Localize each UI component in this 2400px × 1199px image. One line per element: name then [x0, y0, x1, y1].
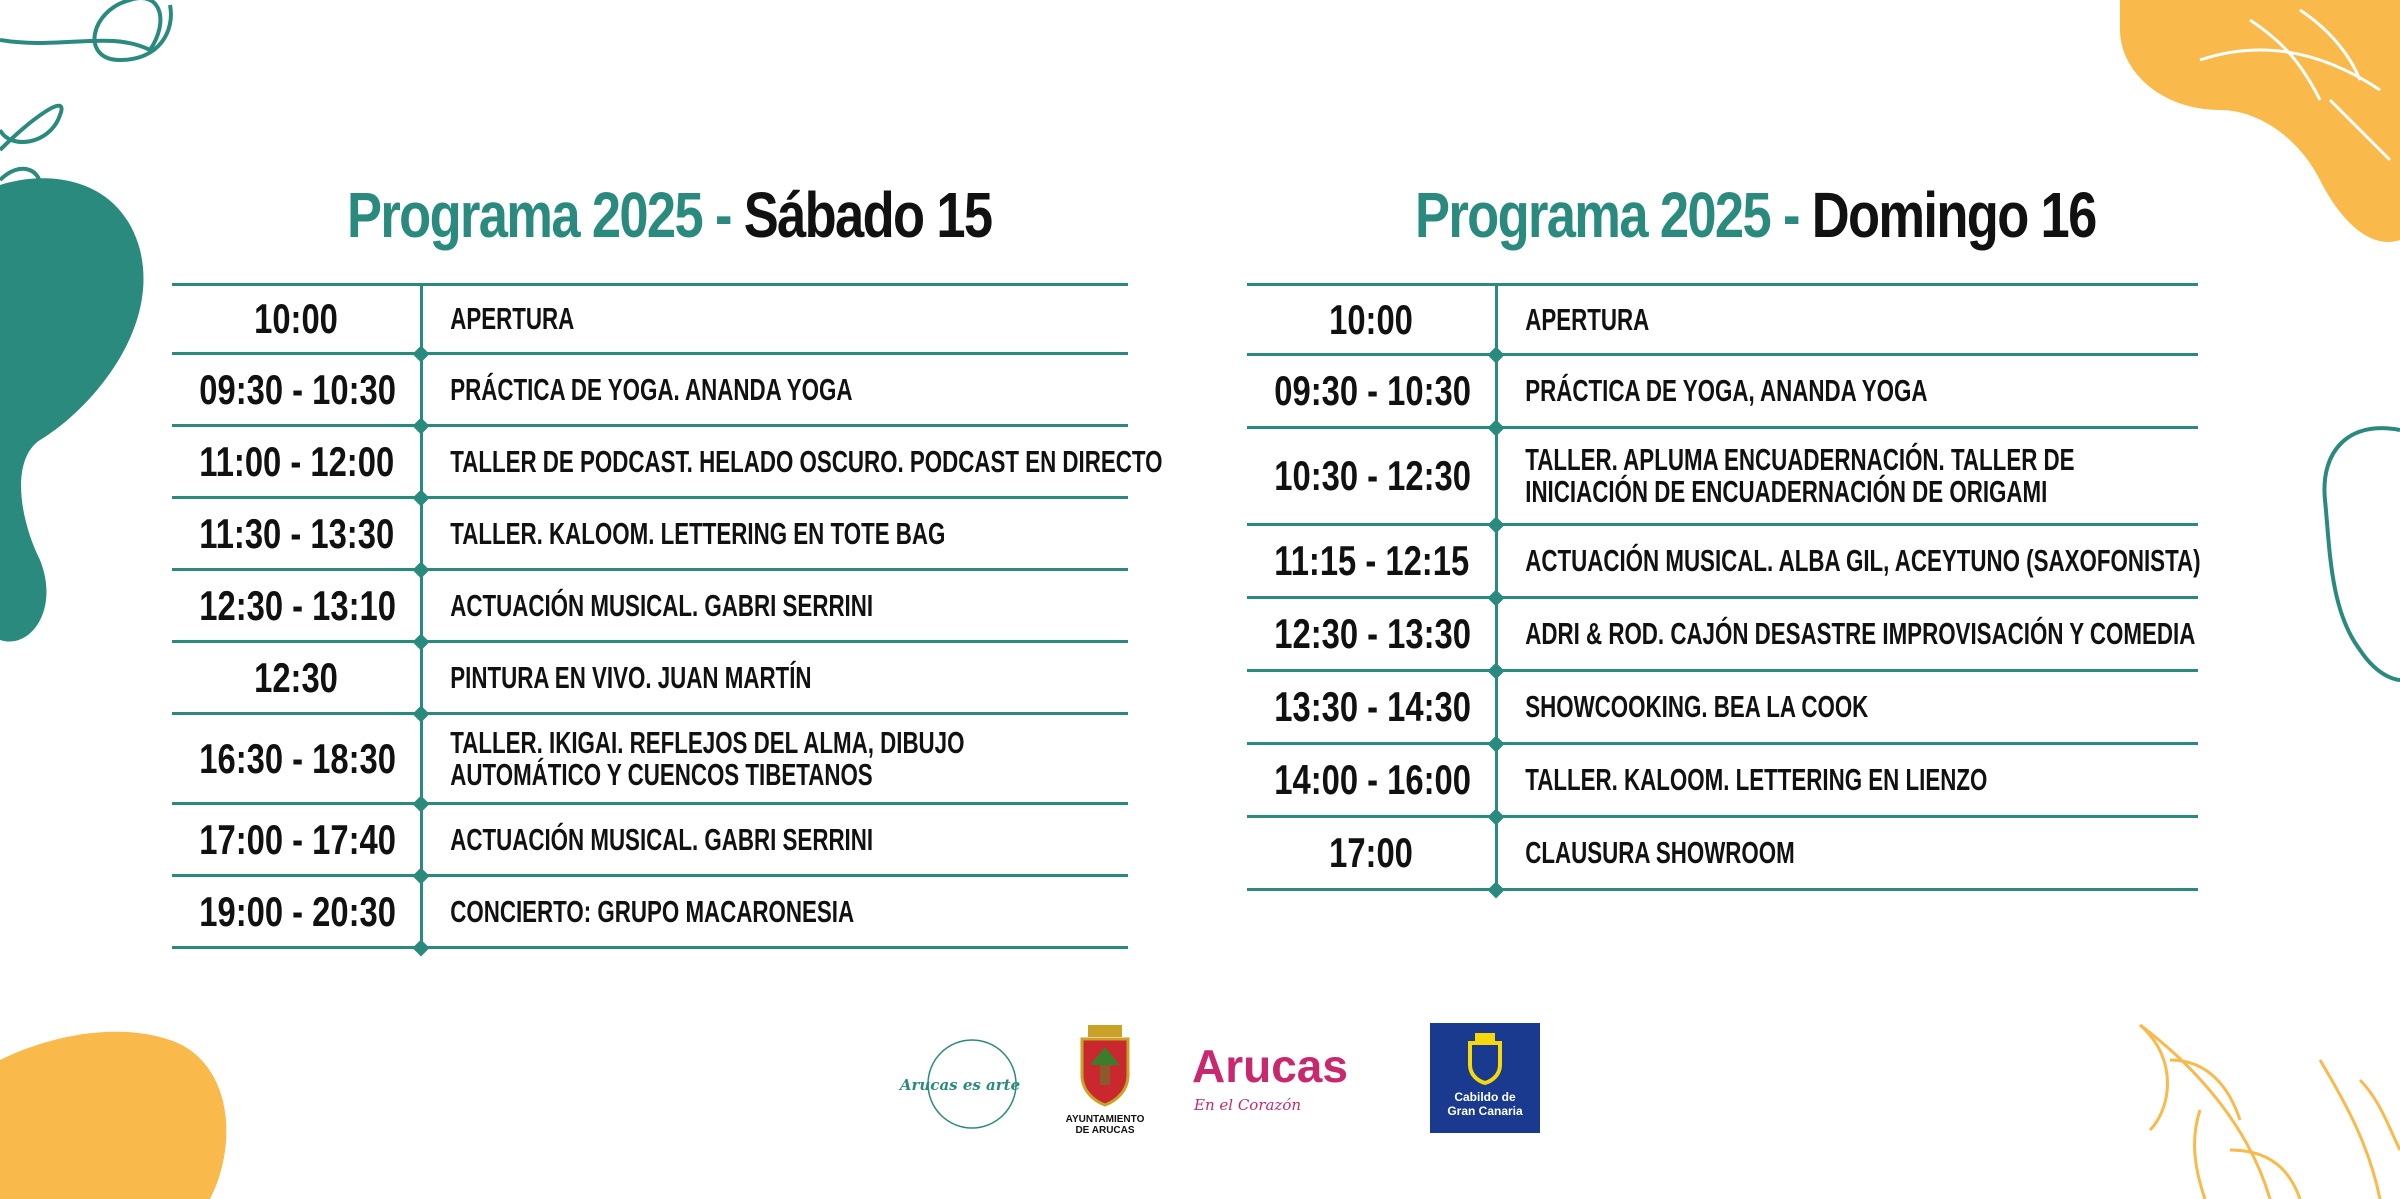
time-cell: 11:00 - 12:00	[199, 437, 395, 485]
saturday-row	[172, 571, 1128, 643]
activity-cell	[420, 893, 930, 929]
activity-line: PRÁCTICA DE YOGA, ANANDA YOGA	[1525, 373, 1928, 408]
sunday-row	[1247, 283, 2198, 356]
time-cell: 10:00	[1329, 295, 1413, 343]
time-cell: 13:30 - 14:30	[1274, 683, 1471, 730]
activity-cell	[1495, 545, 2201, 577]
top-left-loops	[0, 0, 171, 185]
saturday-title-day: Sábado 15	[743, 179, 992, 251]
activity-cell	[420, 515, 946, 551]
activity-line: PINTURA EN VIVO. JUAN MARTÍN	[450, 659, 812, 695]
time-cell: 19:00 - 20:30	[199, 887, 396, 935]
activity-line: ACTUACIÓN MUSICAL. GABRI SERRINI	[450, 821, 874, 857]
arucas-logo	[1190, 1038, 1390, 1118]
activity-cell	[420, 443, 1163, 479]
activity-line: APERTURA	[1525, 301, 1650, 337]
time-cell: 14:00 - 16:00	[1274, 756, 1471, 803]
time-cell: 17:00	[1329, 829, 1413, 876]
activity-cell	[420, 821, 930, 857]
activity-cell	[1495, 444, 2075, 508]
sunday-row	[1247, 672, 2198, 745]
activity-line: ACTUACIÓN MUSICAL. ALBA GIL, ACEYTUNO (SAXOFONISTA)	[1525, 543, 2201, 578]
saturday-title-dash: -	[702, 179, 744, 251]
saturday-title-prefix: Programa 2025	[347, 179, 703, 251]
activity-line: AUTOMÁTICO Y CUENCOS TIBETANOS	[450, 756, 873, 792]
time-cell: 12:30	[254, 653, 338, 701]
saturday-row	[172, 355, 1128, 427]
activity-line: APERTURA	[450, 301, 575, 336]
activity-cell	[1495, 764, 2001, 796]
cabildo-label: Cabildo de Gran Canaria	[1447, 1090, 1523, 1118]
sunday-row	[1247, 818, 2198, 891]
time-cell: 09:30 - 10:30	[1274, 367, 1471, 414]
activity-cell	[420, 724, 965, 792]
ayuntamiento-label: AYUNTAMIENTO DE ARUCAS	[1065, 1114, 1145, 1136]
time-cell: 10:30 - 12:30	[1274, 452, 1471, 499]
arucas-logo-wordmark: Arucas	[1192, 1040, 1348, 1092]
time-cell: 10:00	[254, 295, 338, 342]
saturday-row	[172, 715, 1128, 805]
sunday-title	[1415, 165, 2096, 265]
saturday-schedule-table	[172, 283, 1163, 949]
activity-cell	[420, 371, 930, 407]
activity-cell	[420, 659, 930, 695]
ayuntamiento-shield-icon	[1060, 1025, 1150, 1107]
arucas-logo-tagline: En el Corazón	[1194, 1096, 1302, 1114]
time-cell: 12:30 - 13:10	[199, 581, 396, 629]
diamond-marker	[1488, 882, 1505, 899]
time-cell: 17:00 - 17:40	[199, 815, 396, 863]
cabildo-logo	[1430, 1023, 1540, 1133]
activity-line: TALLER. KALOOM. LETTERING EN LIENZO	[1525, 762, 1988, 797]
ayuntamiento-logo	[1060, 1025, 1150, 1140]
activity-cell	[1495, 301, 2001, 337]
activity-cell	[1495, 691, 2001, 723]
sunday-title-prefix: Programa 2025	[1415, 179, 1771, 251]
saturday-title	[347, 165, 991, 265]
arucas-es-arte-logo	[890, 1034, 1030, 1134]
sunday-row	[1247, 745, 2198, 818]
time-cell: 12:30 - 13:30	[1274, 610, 1471, 657]
activity-cell	[1495, 837, 2001, 869]
activity-line: TALLER. IKIGAI. REFLEJOS DEL ALMA, DIBUJO	[450, 724, 965, 760]
saturday-row	[172, 643, 1128, 715]
activity-cell	[420, 303, 930, 335]
activity-cell	[1495, 375, 2001, 407]
sunday-schedule-table	[1247, 283, 2201, 891]
top-right-leaf-lines	[2200, 10, 2390, 160]
activity-line: CONCIERTO: GRUPO MACARONESIA	[450, 893, 855, 929]
sunday-row	[1247, 429, 2198, 526]
activity-cell	[420, 587, 930, 623]
arucas-es-arte-logo-text: Arucas es arte	[899, 1076, 1021, 1094]
sunday-row	[1247, 599, 2198, 672]
left-teal-blob	[0, 178, 144, 641]
activity-line: TALLER DE PODCAST. HELADO OSCURO. PODCAST EN DIRECTO	[450, 443, 1163, 479]
activity-line: TALLER. APLUMA ENCUADERNACIÓN. TALLER DE	[1525, 442, 2075, 477]
sunday-title-day: Domingo 16	[1811, 179, 2096, 251]
right-teal-outline	[2324, 428, 2400, 680]
sponsor-logos	[0, 1020, 2400, 1140]
activity-line: ACTUACIÓN MUSICAL. GABRI SERRINI	[450, 587, 874, 623]
saturday-row	[172, 805, 1128, 877]
saturday-row	[172, 283, 1128, 355]
activity-line: SHOWCOOKING. BEA LA COOK	[1525, 689, 1869, 724]
saturday-row	[172, 877, 1128, 949]
sunday-row	[1247, 526, 2201, 599]
top-right-yellow-blob	[2120, 0, 2400, 242]
activity-line: ADRI & ROD. CAJÓN DESASTRE IMPROVISACIÓN Y COMEDIA	[1525, 616, 2196, 651]
diamond-marker	[413, 940, 430, 957]
activity-line: TALLER. KALOOM. LETTERING EN TOTE BAG	[450, 515, 946, 551]
time-cell: 11:30 - 13:30	[199, 509, 395, 557]
activity-line: CLAUSURA SHOWROOM	[1525, 835, 1795, 870]
activity-line: PRÁCTICA DE YOGA. ANANDA YOGA	[450, 371, 853, 407]
saturday-row	[172, 427, 1163, 499]
sunday-row	[1247, 356, 2198, 429]
sunday-title-dash: -	[1770, 179, 1812, 251]
saturday-row	[172, 499, 1128, 571]
time-cell: 09:30 - 10:30	[199, 365, 396, 413]
activity-line: INICIACIÓN DE ENCUADERNACIÓN DE ORIGAMI	[1525, 474, 2048, 509]
cabildo-shield-icon	[1430, 1023, 1540, 1085]
activity-cell	[1495, 618, 2195, 650]
time-cell: 11:15 - 12:15	[1274, 537, 1470, 584]
time-cell: 16:30 - 18:30	[199, 734, 396, 782]
